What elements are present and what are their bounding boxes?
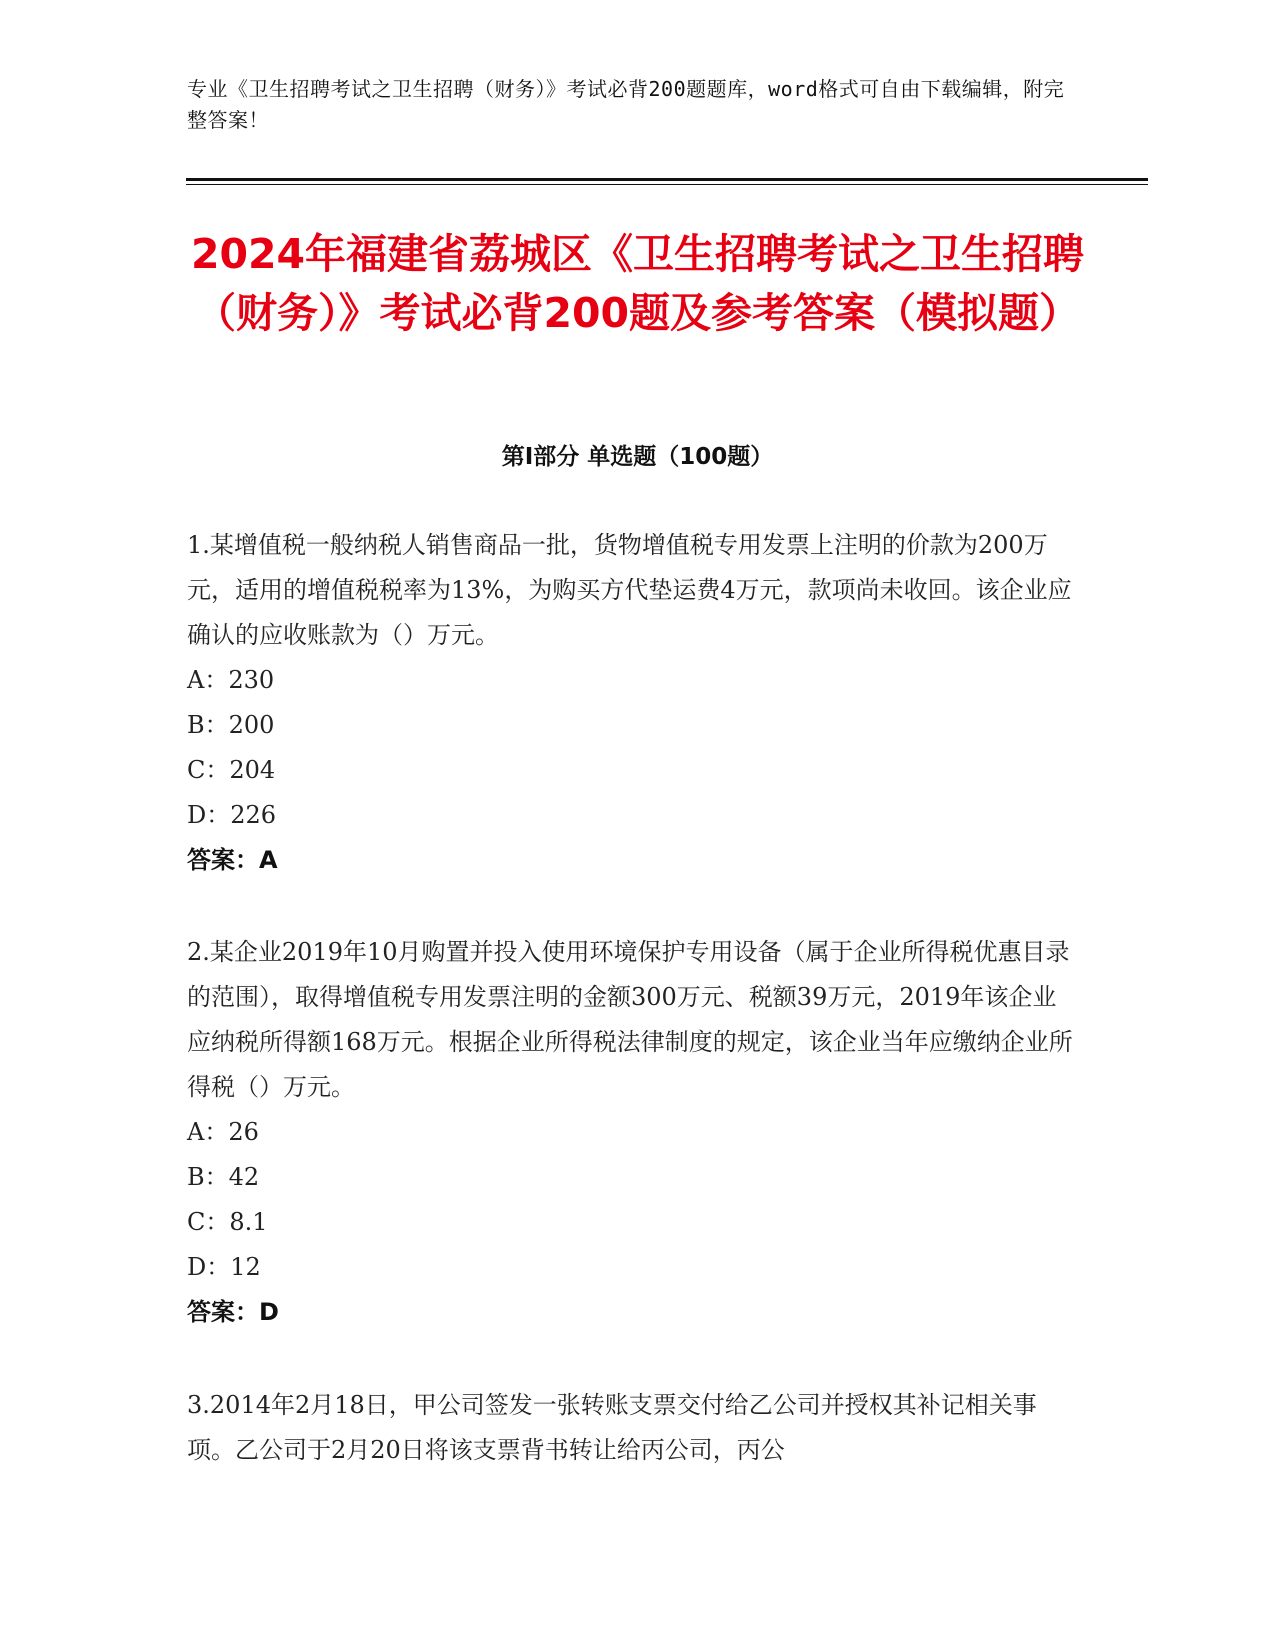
option-d: D：12 <box>187 1253 261 1281</box>
option-a: A：230 <box>187 666 275 694</box>
question-stem: 2.某企业2019年10月购置并投入使用环境保护专用设备（属于企业所得税优惠目录的范围），取得增值税专用发票注明的金额300万元、税额39万元，2019年该企业应纳税所得额168万元。根据企业所得税法律制度的规定，该企业当年应缴纳企业所得税（）万元。 <box>187 938 1073 1101</box>
document-title: 2024年福建省荔城区《卫生招聘考试之卫生招聘（财务）》考试必背200题及参考答案（模拟题） <box>190 230 1085 337</box>
header-divider-thick <box>186 178 1148 181</box>
header-divider-thin <box>186 184 1148 185</box>
option-c: C：204 <box>187 756 276 784</box>
question-block <box>187 930 1077 1335</box>
question-block <box>187 1383 1077 1473</box>
section-heading: 第Ⅰ部分 单选题（100题） <box>501 444 774 470</box>
answer-line: 答案：D <box>187 1298 279 1326</box>
option-b: B：42 <box>187 1163 260 1191</box>
option-c: C：8.1 <box>187 1208 268 1236</box>
option-a: A：26 <box>187 1118 259 1146</box>
option-d: D：226 <box>187 801 277 829</box>
header-note: 专业《卫生招聘考试之卫生招聘（财务）》考试必背200题题库，word格式可自由下载编辑，附完整答案！ <box>187 77 1065 132</box>
option-b: B：200 <box>187 711 275 739</box>
question-block <box>187 523 1077 883</box>
answer-line: 答案：A <box>187 846 278 874</box>
question-stem: 1.某增值税一般纳税人销售商品一批，货物增值税专用发票上注明的价款为200万元，适用的增值税税率为13%，为购买方代垫运费4万元，款项尚未收回。该企业应确认的应收账款为（）万元。 <box>187 531 1072 649</box>
question-stem: 3.2014年2月18日，甲公司签发一张转账支票交付给乙公司并授权其补记相关事项。乙公司于2月20日将该支票背书转让给丙公司，丙公 <box>187 1391 1037 1464</box>
